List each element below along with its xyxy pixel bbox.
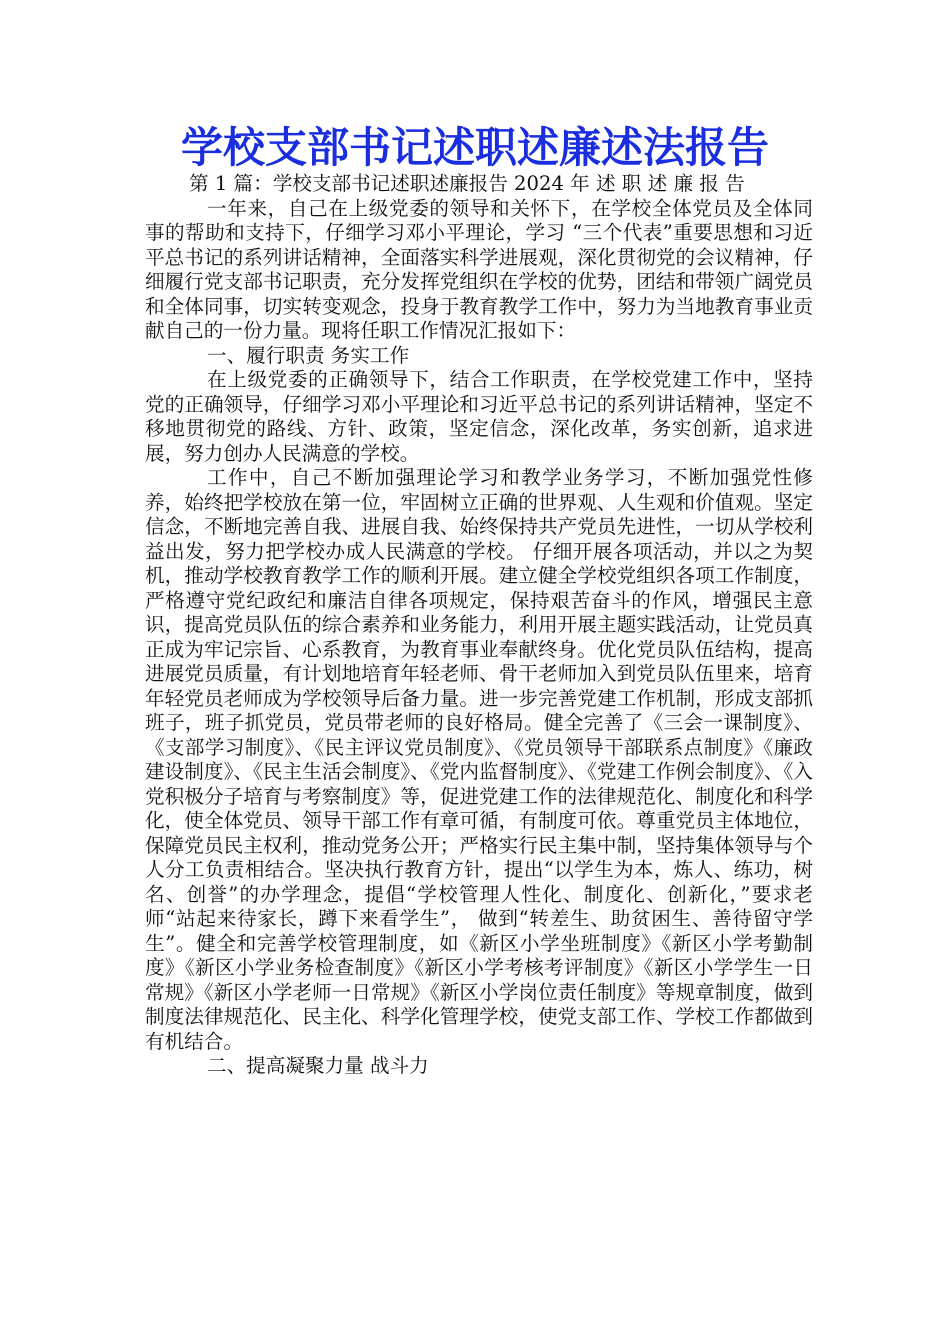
- document-subtitle: 第 1 篇：学校支部书记述职述廉报告 2024 年 述 职 述 廉 报 告: [189, 172, 745, 195]
- paragraph-section-1-b: 工作中，自己不断加强理论学习和教学业务学习，不断加强党性修养，始终把学校放在第一位，牢固树立正确的世界观、人生观和价值观。坚定信念，不断地完善自我、进展自我、始终保持共产党员先进性，一切从学校利益出发，努力把学校办成人民满意的学校。 仔细开展各项活动，并以之为契机，推动学校教育教学工作的顺利开展。建立健全学校党组织各项工作制度，严格遵守党纪政纪和廉洁自律各项规定，保持艰苦奋斗的作风，增强民主意识，提高党员队伍的综合素养和业务能力，利用开展主题实践活动，让党员真正成为牢记宗旨、心系教育，为教育事业奉献终身。优化党员队伍结构，提高进展党员质量，有计划地培育年轻老师、骨干老师加入到党员队伍里来，培育年轻党员老师成为学校领导后备力量。进一步完善党建工作机制，形成支部抓班子，班子抓党员，党员带老师的良好格局。健全完善了《三会一课制度》、《支部学习制度》、《民主评议党员制度》、《党员领导干部联系点制度》《廉政建设制度》、《民主生活会制度》、《党内监督制度》、《党建工作例会制度》、《入党积极分子培育与考察制度》等，促进党建工作的法律规范化、制度化和科学化，使全体党员、领导干部工作有章可循，有制度可依。尊重党员主体地位，保障党员民主权利，推动党务公开；严格实行民主集中制，坚持集体领导与个人分工负责相结合。坚决执行教育方针，提出“以学生为本，炼人、练功，树名、创誉”的办学理念，提倡“学校管理人性化、制度化、创新化，”要求老师“站起来待家长，蹲下来看学生”， 做到“转差生、助贫困生、善待留守学生”。健全和完善学校管理制度，如《新区小学坐班制度》《新区小学考勤制度》《新区小学业务检查制度》《新区小学考核考评制度》《新区小学学生一日常规》《新区小学老师一日常规》《新区小学岗位责任制度》等规章制度，做到制度法律规范化、民主化、科学化管理学校，使党支部工作、学校工作都做到有机结合。: [145, 466, 813, 1053]
- paragraph-intro: 一年来，自己在上级党委的领导和关怀下，在学校全体党员及全体同事的帮助和支持下，仔细学习邓小平理论，学习 “三个代表”重要思想和习近平总书记的系列讲话精神，全面落实科学进展观，深化贯彻党的会议精神，仔细履行党支部书记职责，充分发挥党组织在学校的优势，团结和带领广阔党员和全体同事，切实转变观念，投身于教育教学工作中，努力为当地教育事业贡献自己的一份力量。现将任职工作情况汇报如下：: [145, 196, 813, 342]
- section-heading-1: 一、履行职责 务实工作: [207, 343, 410, 367]
- paragraph-section-1-a: 在上级党委的正确领导下，结合工作职责，在学校党建工作中，坚持党的正确领导，仔细学习邓小平理论和习近平总书记的系列讲话精神，坚定不移地贯彻党的路线、方针、政策，坚定信念，深化改革，务实创新，追求进展，努力创办人民满意的学校。: [145, 368, 813, 465]
- document-title: 学校支部书记述职述廉述法报告: [180, 123, 769, 172]
- document-body: [145, 172, 813, 1079]
- section-heading-2: 二、提高凝聚力量 战斗力: [207, 1054, 429, 1077]
